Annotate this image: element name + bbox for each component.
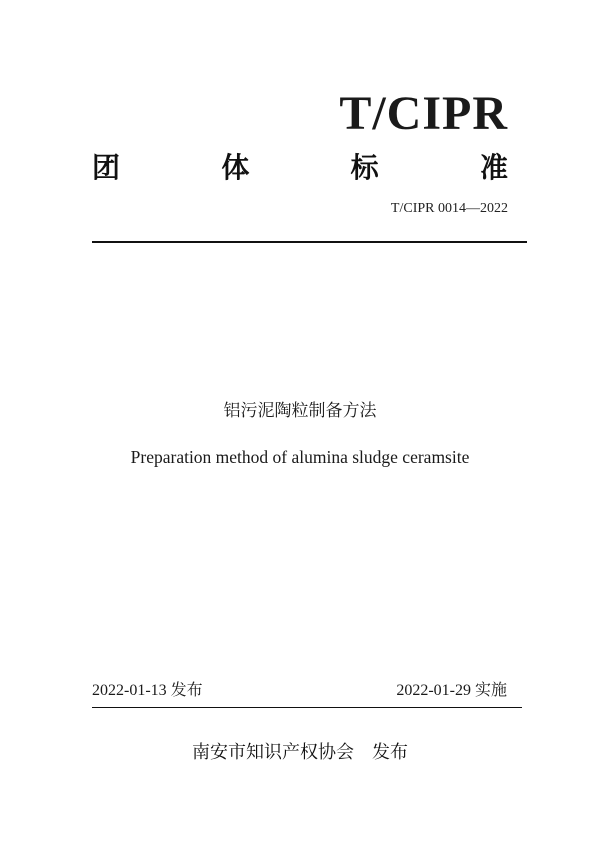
category-char: 体 [221,151,250,184]
issue-date: 2022-01-13 发布 [92,682,203,699]
standard-category [92,150,508,186]
title-english: Preparation method of alumina sludge ceramsite [130,447,470,467]
category-char: 标 [350,151,379,184]
category-char: 准 [479,151,508,184]
header-divider [92,241,527,243]
org-code: T/CIPR [339,87,508,140]
footer-divider [92,707,522,708]
category-char: 团 [92,151,121,184]
implementation-date: 2022-01-29 实施 [396,682,507,699]
standard-number: T/CIPR 0014—2022 [390,201,508,216]
title-chinese: 铝污泥陶粒制备方法 [223,401,377,421]
publisher: 南安市知识产权协会 发布 [192,742,408,762]
